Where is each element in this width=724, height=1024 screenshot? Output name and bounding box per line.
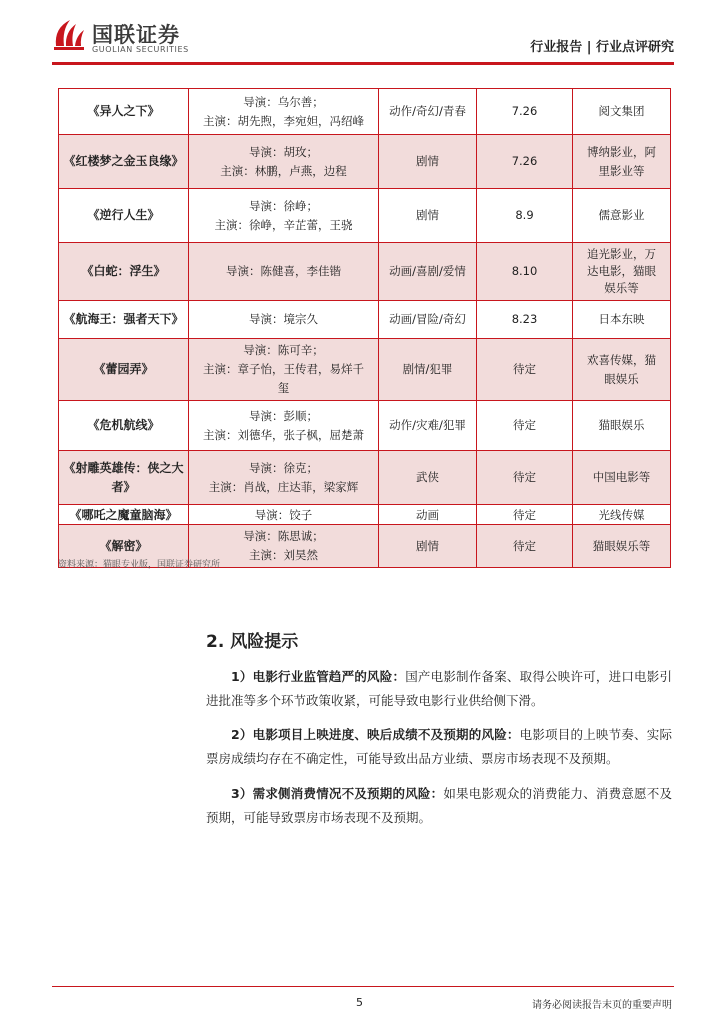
credit-line: 导演：陈健喜，李佳锴	[226, 264, 341, 278]
film-credits-cell	[189, 451, 379, 505]
credit-line: 主演：徐峥，辛芷蕾，王骁	[214, 217, 353, 232]
credit-line: 导演：胡玫；	[249, 144, 318, 159]
release-date-cell: 8.9	[477, 189, 573, 243]
company-cell	[573, 135, 671, 189]
page-header	[52, 16, 674, 60]
film-credits-cell	[189, 243, 379, 301]
table-row	[59, 135, 671, 189]
release-date-cell: 待定	[477, 339, 573, 401]
company-cell	[573, 505, 671, 525]
company-cell	[573, 339, 671, 401]
film-credits-cell	[189, 301, 379, 339]
company-line: 光线传媒	[598, 507, 645, 522]
release-date-cell: 7.26	[477, 135, 573, 189]
credit-line: 主演：林鹏，卢燕，边程	[220, 163, 347, 178]
release-date-cell: 7.26	[477, 89, 573, 135]
company-cell	[573, 525, 671, 568]
company-line: 娱乐等	[604, 281, 639, 295]
company-line: 欢喜传媒，猫	[587, 352, 656, 367]
table-row	[59, 189, 671, 243]
film-credits-cell	[189, 135, 379, 189]
table-row	[59, 243, 671, 301]
company-line: 日本东映	[598, 312, 645, 326]
report-type-label: 行业报告 | 行业点评研究	[530, 40, 674, 55]
company-line: 儒意影业	[598, 208, 645, 222]
risk-paragraph-2	[206, 723, 672, 771]
company-line: 眼娱乐	[604, 371, 639, 386]
risk-paragraph-1	[206, 665, 672, 713]
company-logo	[52, 16, 242, 56]
release-date-cell: 待定	[477, 401, 573, 451]
credit-line: 主演：章子怡，王传君，易烊千	[203, 362, 364, 376]
film-title-cell: 《哪吒之魔童脑海》	[59, 505, 189, 525]
company-line: 追光影业，万	[587, 247, 656, 261]
film-genre-cell: 动作/奇幻/青春	[379, 89, 477, 135]
company-line: 阅文集团	[598, 104, 645, 118]
risk-2-heading: 2）电影项目上映进度、映后成绩不及预期的风险：	[231, 727, 520, 742]
film-genre-cell: 动画	[379, 505, 477, 525]
film-credits-cell	[189, 505, 379, 525]
release-date-cell: 8.10	[477, 243, 573, 301]
company-cell	[573, 451, 671, 505]
company-line: 达电影，猫眼	[587, 264, 656, 278]
film-genre-cell: 动画/喜剧/爱情	[379, 243, 477, 301]
table-row	[59, 451, 671, 505]
film-genre-cell: 剧情	[379, 135, 477, 189]
film-title-cell: 《蕾园弄》	[59, 339, 189, 401]
table-row	[59, 505, 671, 525]
film-credits-cell	[189, 189, 379, 243]
credit-line: 玺	[277, 381, 290, 395]
release-date-cell: 8.23	[477, 301, 573, 339]
credit-line: 导演：境宗久	[249, 312, 318, 326]
credit-line: 导演：饺子	[254, 507, 313, 522]
credit-line: 主演：肖战，庄达菲，梁家辉	[208, 479, 359, 494]
risk-2-text: 电影项目的上映节奏、实际票房成绩均存在不确定性，可能导致出品方业绩、票房市场表现不及预期。	[206, 727, 672, 766]
film-genre-cell: 剧情	[379, 189, 477, 243]
film-title-cell: 《逆行人生》	[59, 189, 189, 243]
film-credits-cell	[189, 401, 379, 451]
company-line: 博纳影业，阿	[587, 144, 656, 159]
credit-line: 导演：陈思诚；	[243, 529, 324, 543]
company-line: 里影业等	[598, 163, 645, 178]
credit-line: 导演：陈可辛；	[243, 343, 324, 357]
logo-chinese-name: 国联证券	[92, 23, 180, 47]
company-cell	[573, 301, 671, 339]
page-number: 5	[356, 996, 363, 1009]
release-date-cell: 待定	[477, 505, 573, 525]
film-genre-cell: 武侠	[379, 451, 477, 505]
film-credits-cell	[189, 89, 379, 135]
footer-disclaimer: 请务必阅读报告末页的重要声明	[532, 1000, 672, 1011]
company-line: 中国电影等	[592, 470, 651, 484]
film-title-cell: 《异人之下》	[59, 89, 189, 135]
film-schedule-table	[58, 88, 671, 568]
company-cell	[573, 89, 671, 135]
credit-line: 导演：徐峥；	[249, 198, 318, 213]
film-credits-cell	[189, 339, 379, 401]
company-line: 猫眼娱乐	[598, 418, 645, 432]
table-row	[59, 301, 671, 339]
credit-line: 主演：刘德华，张子枫，屈楚萧	[203, 427, 364, 442]
film-genre-cell: 剧情/犯罪	[379, 339, 477, 401]
credit-line: 导演：徐克；	[249, 460, 318, 475]
film-title-cell: 《危机航线》	[59, 401, 189, 451]
release-date-cell: 待定	[477, 525, 573, 568]
company-cell	[573, 243, 671, 301]
table-source-note: 资料来源：猫眼专业版，国联证券研究所	[58, 560, 221, 570]
credit-line: 导演：乌尔善；	[243, 94, 324, 109]
film-genre-cell: 剧情	[379, 525, 477, 568]
film-title-cell: 《红楼梦之金玉良缘》	[59, 135, 189, 189]
film-title-cell: 《射雕英雄传：侠之大者》	[59, 451, 189, 505]
film-title-cell: 《白蛇：浮生》	[59, 243, 189, 301]
risk-1-text: 国产电影制作备案、取得公映许可，进口电影引进批准等多个环节政策收紧，可能导致电影行业供给侧下滑。	[206, 669, 672, 708]
risk-3-text: 如果电影观众的消费能力、消费意愿不及预期，可能导致票房市场表现不及预期。	[206, 786, 672, 825]
release-date-cell: 待定	[477, 451, 573, 505]
film-title-cell: 《航海王：强者天下》	[59, 301, 189, 339]
credit-line: 导演：彭顺；	[249, 408, 318, 423]
film-genre-cell: 动画/冒险/奇幻	[379, 301, 477, 339]
table-row	[59, 401, 671, 451]
risk-1-heading: 1）电影行业监管趋严的风险：	[231, 669, 406, 684]
header-divider	[52, 62, 674, 65]
credit-line: 主演：刘昊然	[249, 548, 318, 562]
company-cell	[573, 189, 671, 243]
footer-divider	[52, 986, 674, 987]
table-row	[59, 339, 671, 401]
risk-paragraph-3	[206, 782, 672, 830]
company-cell	[573, 401, 671, 451]
section-title: 2. 风险提示	[206, 632, 299, 652]
film-genre-cell: 动作/灾难/犯罪	[379, 401, 477, 451]
risk-3-heading: 3）需求侧消费情况不及预期的风险：	[231, 786, 444, 801]
film-title-cell: 《解密》	[59, 525, 189, 568]
guolian-logo-icon	[52, 16, 88, 54]
logo-english-name: GUOLIAN SECURITIES	[92, 45, 189, 54]
table-row	[59, 89, 671, 135]
company-line: 猫眼娱乐等	[592, 538, 651, 553]
credit-line: 主演：胡先煦，李宛妲，冯绍峰	[203, 113, 364, 128]
